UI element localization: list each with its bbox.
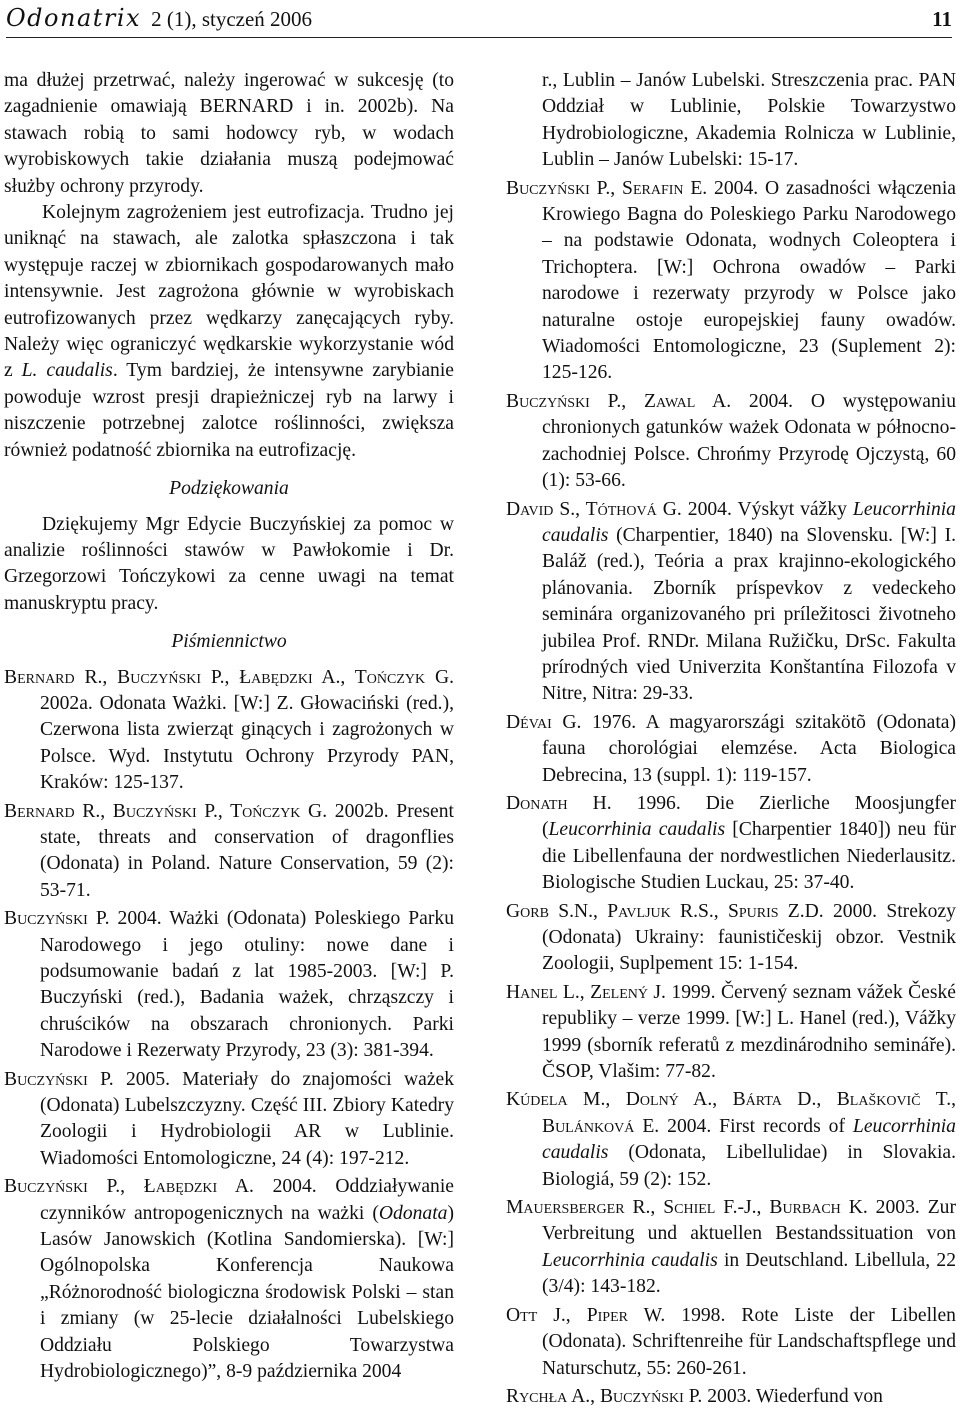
reference-authors: Buczyński P. (4, 1068, 114, 1090)
reference-authors: Rychła A., Buczyński P. (506, 1385, 703, 1407)
page-header (6, 0, 952, 38)
reference-entry: Buczyński P. 2005. Materiały do znajomości ważek (Odonata) Lubelszczyzny. Część III. Zbiory Katedry Zoologii i Hydrobiologii AR w Lublinie. Wiadomości Entomologiczne, 24 (4): 197-212. (4, 1068, 455, 1169)
right-column (506, 68, 956, 1412)
body-paragraph-1: ma dłużej przetrwać, należy ingerować w sukcesję (to zagadnienie omawiają BERNARD i in. 2002b). Na stawach robią to sami hodowcy ryb, w wodach wyrobiskowych takie działania muszą podejmować służby ochrony przyrody. (4, 70, 454, 197)
reference-authors: Ott J., Piper W. (506, 1304, 666, 1326)
acknowledgements-text: Dziękujemy Mgr Edycie Buczyńskiej za pomoc w analizie roślinności stawów w Pawłokomie i Dr. Grzegorzowi Tończykowi za cenne uwagi na temat manuskryptu pracy. (4, 513, 454, 614)
reference-authors: Hanel L., Zelený J. (506, 981, 666, 1003)
reference-authors: Buczyński P., Serafin E. (506, 177, 708, 199)
reference-entry: Buczyński P., Serafin E. 2004. O zasadności włączenia Krowiego Bagna do Poleskiego Parku Narodowego – na podstawie Odonata, wodnych Coleoptera i Trichoptera. [W:] Ochrona owadów – Parki narodowe i rezerwaty przyrody w Polsce jako naturalne ostoje europejskiej fauny owadów. Wiadomości Entomologiczne, 23 (Suplement 2): 125-126. (506, 177, 956, 384)
acknowledgements-heading: Podziękowania (169, 478, 289, 500)
species-name: Leucorrhinia caudalis (548, 819, 726, 841)
reference-authors: Gorb S.N., Pavljuk R.S., Spuris Z.D. (506, 900, 824, 922)
reference-authors: Bernard R., Buczyński P., Łabędzki A., Tończyk G. (4, 666, 454, 688)
body-paragraph-2: Kolejnym zagrożeniem jest eutrofizacja. Trudno jej uniknąć na stawach, ale zalotka spłaszczona i tak występuje raczej w zbiornikach gospodarowanych mało intensywnie. Jest zagrożona głównie w wyrobiskach eutrofizowanych przez wędkarzy zanęcających ryby. Należy więc ograniczyć wędkarskie wykorzystanie wód z L. caudalis. Tym bardziej, że intensywne zarybianie powoduje wzrost presji drapieżniczej ryb na larwy i niszczenie potrzebnej zalotce roślinności, zwiększa również podatność zbiornika na eutrofizację. (4, 202, 454, 461)
reference-entry: Gorb S.N., Pavljuk R.S., Spuris Z.D. 2000. Strekozy (Odonata) Ukrainy: faunističeskij obzor. Vestnik Zoologii, Suplpement 15: 1-154. (506, 900, 956, 975)
reference-entry: Buczyński P. 2004. Ważki (Odonata) Poleskiego Parku Narodowego i jego otuliny: nowe dane i podsumowanie badań z lat 1985-2003. [W:] P. Buczyński (red.), Badania ważek, chrząszczy i chruścików na obszarach chronionych. Parki Narodowe i Rezerwaty Przyrody, 23 (3): 381-394. (4, 908, 454, 1062)
left-column (4, 68, 454, 1388)
reference-entry: Dévai G. 1976. A magyarországi szitakötõ (Odonata) fauna chorológiai elemzése. Acta Biologica Debrecina, 13 (suppl. 1): 119-157. (506, 711, 956, 786)
species-name: Leucorrhinia caudalis (542, 1249, 718, 1271)
reference-authors: Kúdela M., Dolný A., Bárta D., Blaškovič T., Bulánková E. (506, 1089, 956, 1137)
reference-authors: Buczyński P. (4, 908, 110, 930)
reference-authors: Buczyński P., Łabędzki A. (4, 1176, 254, 1198)
reference-entry: Bernard R., Buczyński P., Łabędzki A., Tończyk G. 2002a. Odonata Ważki. [W:] Z. Głowaciński (red.), Czerwona lista zwierząt ginących i zagrożonych w Polsce. Wyd. Instytutu Ochrony Przyrody PAN, Kraków: 125-137. (4, 666, 454, 794)
reference-entry: Hanel L., Zelený J. 1999. Červený seznam vážek České republiky – verze 1999. [W:] L. Hanel (red.), Vážky 1999 (sborník referatů z mezdinárodniho semináře). ČSOP, Vlašim: 77-82. (506, 981, 956, 1083)
species-name: L. caudalis (21, 360, 113, 382)
reference-continuation: r., Lublin – Janów Lubelski. Streszczenia prac. PAN Oddział w Lublinie, Polskie Towarzystwo Hydrobiologiczne, Akademia Rolnicza w Lublinie, Lublin – Janów Lubelski: 15-17. (542, 70, 956, 171)
reference-entry: Bernard R., Buczyński P., Tończyk G. 2002b. Present state, threats and conservation of dragonflies (Odonata) in Poland. Nature Conservation, 59 (2): 53-71. (4, 800, 454, 901)
reference-entry: Donath H. 1996. Die Zierliche Moosjungfer (Leucorrhinia caudalis [Charpentier 1840]) neu für die Libellenfauna der nordwestlichen Niederlausitz. Biologische Studien Luckau, 25: 37-40. (506, 792, 957, 894)
reference-entry: Ott J., Piper W. 1998. Rote Liste der Libellen (Odonata). Schriftenreihe für Landschaftspflege und Naturschutz, 55: 260-261. (506, 1304, 956, 1379)
species-name: Leucorrhinia caudalis (542, 1115, 956, 1164)
issue-info: 2 (1), styczeń 2006 (151, 7, 313, 31)
reference-authors: Donath H. (506, 792, 612, 814)
species-name: Leucorrhinia caudalis (542, 498, 956, 546)
references-heading: Piśmiennictwo (171, 631, 287, 653)
reference-entry: Kúdela M., Dolný A., Bárta D., Blaškovič T., Bulánková E. 2004. First records of Leucorrhinia caudalis (Odonata, Libellulidae) in Slovakia. Biologiá, 59 (2): 152. (506, 1089, 956, 1190)
reference-entry: Buczyński P., Łabędzki A. 2004. Oddziaływanie czynników antropogenicznych na ważki (Odonata) Lasów Janowskich (Kotlina Sandomierska). [W:] Ogólnopolska Konferencja Naukowa „Różnorodność biologiczna środowisk Polski – stan i zmiany (w 25-lecie działalności Lubelskiego Oddziału Polskiego Towarzystwa Hydrobiologicznego)”, 8-9 października 2004 (4, 1176, 454, 1383)
reference-entry: Buczyński P., Zawal A. 2004. O występowaniu chronionych gatunków ważek Odonata w północno-zachodniej Polsce. Chrońmy Przyrodę Ojczystą, 60 (1): 53-66. (506, 390, 956, 492)
reference-authors: Dévai G. (506, 711, 582, 733)
reference-authors: Buczyński P., Zawal A. (506, 390, 732, 412)
page-number: 11 (932, 7, 952, 31)
journal-name: Odonatrix (6, 4, 142, 32)
reference-authors: David S., Tóthová G. (506, 498, 682, 520)
reference-authors: Bernard R., Buczyński P., Tończyk G. (4, 800, 328, 822)
reference-entry: David S., Tóthová G. 2004. Výskyt vážky Leucorrhinia caudalis (Charpentier, 1840) na Slovensku. [W:] I. Baláž (red.), Teória a prax krajinno-ekologického plánovania. Zborník príspevkov z vedeckeho seminára organizovaného pri príležitosci životneho jubilea Prof. RNDr. Milana Ružičku, DrSc. Fakulta prírodných vied Univerzita Konštantína Filozofa v Nitre, Nitra: 29-33. (506, 498, 956, 705)
reference-entry: Rychła A., Buczyński P. 2003. Wiederfund von (506, 1385, 883, 1407)
header-left (6, 4, 312, 32)
reference-entry: Mauersberger R., Schiel F.-J., Burbach K. 2003. Zur Verbreitung und aktuellen Bestandssituation von Leucorrhinia caudalis in Deutschland. Libellula, 22 (3/4): 143-182. (506, 1197, 956, 1298)
reference-authors: Mauersberger R., Schiel F.-J., Burbach K. (506, 1197, 868, 1219)
